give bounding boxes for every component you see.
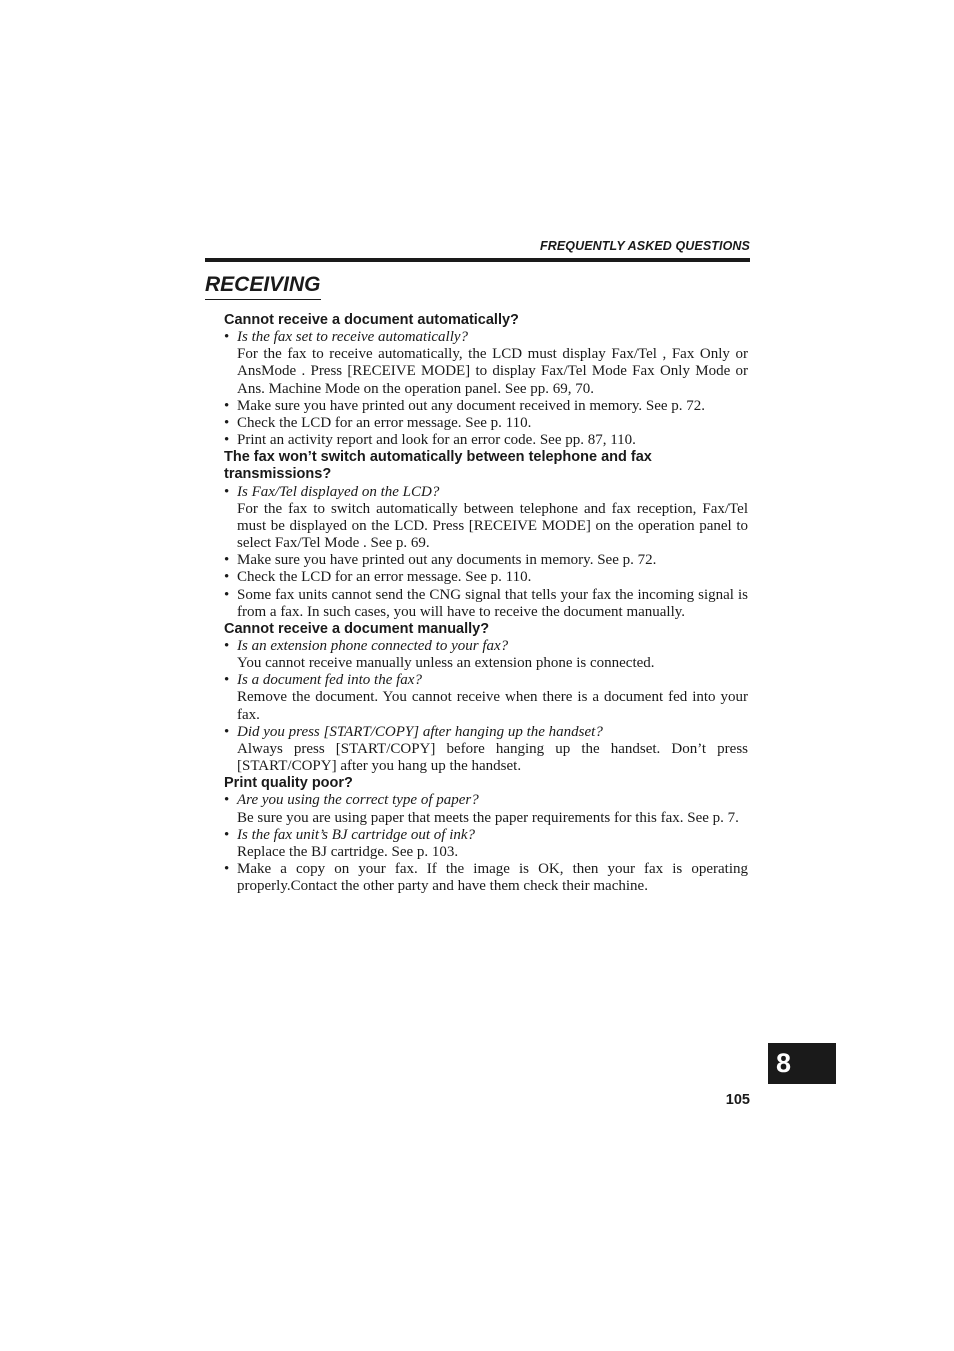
answer-text: For the fax to switch automatically between telephone and fax reception, Fax/Tel must be displayed on the LCD. Press [RECEIVE MODE] on the operation panel to select Fax/Tel Mode . See p. 69. <box>237 500 748 552</box>
faq-question: The fax won’t switch automatically between telephone and fax transmissions? <box>224 449 652 483</box>
list-item <box>224 484 748 553</box>
list-item <box>224 569 748 586</box>
answer-text: Make a copy on your fax. If the image is OK, then your fax is operating properly.Contact the other party and have them check their machine. <box>237 861 748 895</box>
answer-text: You cannot receive manually unless an extension phone is connected. <box>237 655 655 672</box>
answer-text: Check the LCD for an error message. See p. 110. <box>237 414 532 431</box>
bullet-icon: • <box>224 329 230 346</box>
check-question: Did you press [START/COPY] after hanging up the handset? <box>237 723 603 740</box>
list-item <box>224 724 748 775</box>
answer-text: Print an activity report and look for an error code. See pp. 87, 110. <box>237 432 636 449</box>
check-question: Is the fax unit’s BJ cartridge out of ink? <box>237 826 476 843</box>
list-item <box>224 827 748 861</box>
faq-question: Print quality poor? <box>224 775 353 792</box>
bullet-icon: • <box>224 483 230 500</box>
answer-text: Make sure you have printed out any document received in memory. See p. 72. <box>237 397 706 414</box>
list-item <box>224 432 748 449</box>
answer-text: Make sure you have printed out any documents in memory. See p. 72. <box>237 552 657 569</box>
check-question: Are you using the correct type of paper? <box>237 792 479 809</box>
bullet-icon: • <box>224 861 230 877</box>
faq-content <box>224 312 748 895</box>
answer-text: Always press [START/COPY] before hanging up the handset. Don’t press [START/COPY] after you hang up the handset. <box>237 740 748 775</box>
bullet-icon: • <box>224 672 230 689</box>
bullet-icon: • <box>224 432 230 449</box>
list-item <box>224 329 748 398</box>
page-number: 105 <box>725 1092 750 1108</box>
list-item <box>224 792 748 826</box>
check-question: Is the fax set to receive automatically? <box>237 329 469 346</box>
bullet-icon: • <box>224 637 230 654</box>
bullet-icon: • <box>224 723 230 740</box>
answer-text: Remove the document. You cannot receive when there is a document fed into your fax. <box>237 689 748 723</box>
faq-question: Cannot receive a document automatically? <box>224 312 519 328</box>
list-item <box>224 415 748 432</box>
list-item <box>224 672 748 723</box>
bullet-icon: • <box>224 586 230 603</box>
list-item <box>224 638 748 672</box>
bullet-icon: • <box>224 792 230 809</box>
chapter-tab <box>768 1043 836 1084</box>
answer-text: Replace the BJ cartridge. See p. 103. <box>237 843 459 860</box>
header-rule <box>205 258 750 262</box>
section-title: RECEIVING <box>205 272 321 300</box>
faq-group <box>224 775 748 895</box>
faq-group <box>224 449 748 621</box>
bullet-icon: • <box>224 397 230 414</box>
list-item <box>224 587 748 621</box>
answer-text: Check the LCD for an error message. See p. 110. <box>237 569 532 586</box>
answer-text: Be sure you are using paper that meets the paper requirements for this fax. See p. 7. <box>237 809 739 826</box>
check-question: Is Fax/Tel displayed on the LCD? <box>237 483 440 500</box>
answer-text: For the fax to receive automatically, the LCD must display Fax/Tel , Fax Only or AnsMode . Press [RECEIVE MODE] to display Fax/Tel Mode Fax Only Mode or Ans. Machine Mode on the operation panel. See pp. 69, 70. <box>237 346 748 397</box>
bullet-icon: • <box>224 826 230 843</box>
running-header: FREQUENTLY ASKED QUESTIONS <box>539 239 750 253</box>
list-item <box>224 552 748 569</box>
bullet-icon: • <box>224 569 230 586</box>
check-question: Is an extension phone connected to your fax? <box>237 637 509 654</box>
bullet-icon: • <box>224 552 230 569</box>
list-item <box>224 861 748 895</box>
answer-text: Some fax units cannot send the CNG signal that tells your fax the incoming signal is from a fax. In such cases, you will have to receive the document manually. <box>237 586 748 620</box>
bullet-icon: • <box>224 414 230 431</box>
faq-question: Cannot receive a document manually? <box>224 620 490 637</box>
check-question: Is a document fed into the fax? <box>237 672 422 689</box>
faq-group <box>224 312 748 449</box>
faq-group <box>224 621 748 775</box>
chapter-number: 8 <box>776 1048 792 1078</box>
list-item <box>224 398 748 415</box>
